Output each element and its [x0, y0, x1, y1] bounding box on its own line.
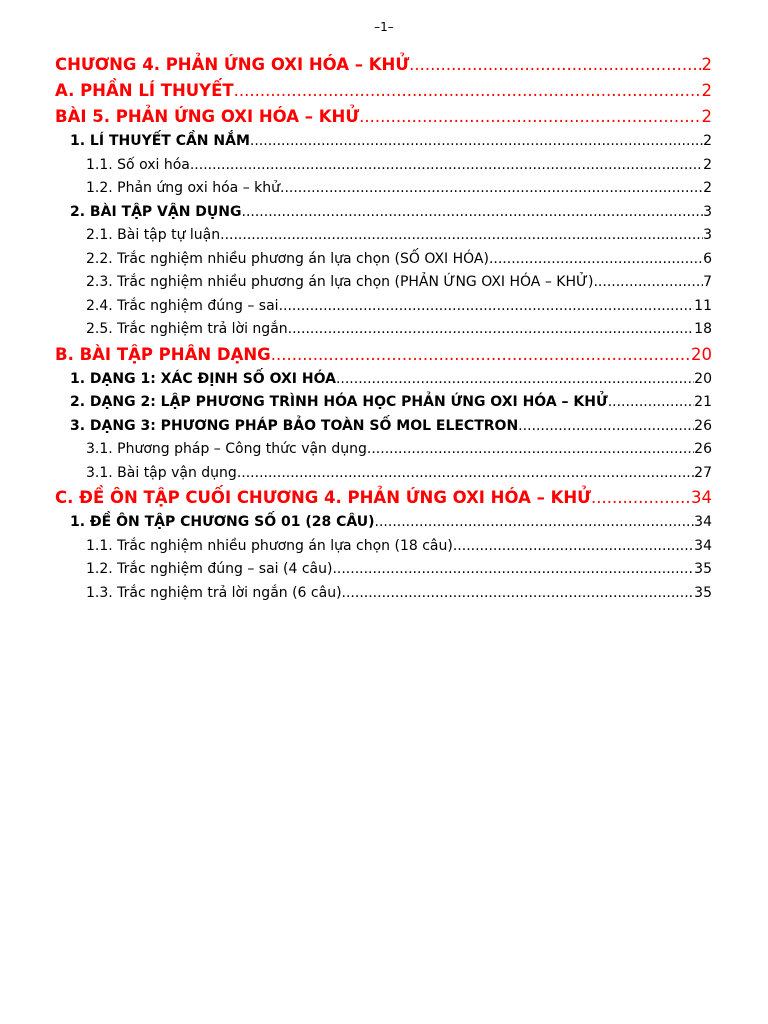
toc-entry-title: 2.5. Trắc nghiệm trả lời ngắn	[86, 321, 288, 337]
toc-entry[interactable]	[55, 511, 712, 535]
toc-dot-leader	[608, 391, 694, 415]
toc-dot-leader	[220, 224, 703, 248]
toc-dot-leader	[518, 415, 694, 439]
toc-dot-leader	[359, 104, 701, 130]
toc-entry-page-number: 34	[691, 488, 712, 507]
toc-dot-leader	[271, 342, 691, 368]
toc-dot-leader	[237, 462, 694, 486]
toc-dot-leader	[332, 558, 694, 582]
toc-entry-title: 2.2. Trắc nghiệm nhiều phương án lựa chọn (SỐ OXI HÓA)	[86, 250, 489, 267]
toc-entry-page-number: 2	[703, 133, 712, 149]
toc-entry-title: 2. BÀI TẬP VẬN DỤNG	[70, 203, 242, 220]
toc-entry-title: 1.1. Trắc nghiệm nhiều phương án lựa chọn (18 câu)	[86, 537, 453, 554]
toc-entry[interactable]	[55, 130, 712, 154]
toc-entry-title: BÀI 5. PHẢN ỨNG OXI HÓA – KHỬ	[55, 107, 360, 126]
toc-entry[interactable]	[55, 415, 712, 439]
toc-dot-leader	[242, 201, 704, 225]
toc-entry[interactable]	[55, 535, 712, 559]
toc-entry[interactable]	[55, 201, 712, 225]
toc-entry-title: 3.1. Bài tập vận dụng	[86, 464, 237, 481]
toc-dot-leader	[280, 177, 703, 201]
toc-dot-leader	[250, 130, 703, 154]
toc-entry-title: 3. DẠNG 3: PHƯƠNG PHÁP BẢO TOÀN SỐ MOL ELECTRON	[70, 417, 519, 434]
toc-dot-leader	[190, 154, 703, 178]
toc-entry-page-number: 3	[703, 203, 712, 220]
toc-entry-page-number: 35	[694, 584, 712, 601]
toc-entry-title: B. BÀI TẬP PHÂN DẠNG	[55, 344, 271, 364]
toc-entry-page-number: 2	[701, 107, 712, 126]
toc-entry-title: 1.1. Số oxi hóa	[86, 156, 190, 173]
toc-entry[interactable]	[55, 154, 712, 178]
toc-entry-title: 3.1. Phương pháp – Công thức vận dụng	[86, 441, 367, 457]
toc-dot-leader	[336, 368, 694, 392]
toc-entry-page-number: 2	[703, 180, 712, 196]
toc-entry-page-number: 7	[703, 274, 712, 290]
toc-entry-page-number: 34	[694, 514, 712, 530]
toc-entry[interactable]	[55, 582, 712, 606]
toc-entry[interactable]	[55, 295, 712, 319]
toc-entry[interactable]	[55, 462, 712, 486]
toc-entry[interactable]	[55, 342, 712, 368]
toc-entry[interactable]	[55, 391, 712, 415]
toc-dot-leader	[489, 248, 703, 272]
toc-entry-title: A. PHẦN LÍ THUYẾT	[55, 81, 234, 100]
toc-entry[interactable]	[55, 368, 712, 392]
toc-entry-page-number: 2	[701, 81, 712, 100]
toc-entry-title: 2.4. Trắc nghiệm đúng – sai	[86, 297, 279, 314]
toc-entry[interactable]	[55, 177, 712, 201]
toc-dot-leader	[375, 511, 695, 535]
toc-dot-leader	[279, 295, 695, 319]
toc-entry-page-number: 27	[694, 464, 712, 481]
toc-entry-page-number: 34	[694, 537, 712, 554]
toc-entry[interactable]	[55, 271, 712, 295]
toc-entry-page-number: 2	[701, 55, 712, 74]
toc-entry-title: 2.1. Bài tập tự luận	[86, 227, 221, 243]
toc-dot-leader	[453, 535, 694, 559]
toc-entry-page-number: 26	[694, 417, 712, 434]
toc-entry-title: 1. DẠNG 1: XÁC ĐỊNH SỐ OXI HÓA	[70, 370, 336, 387]
page-number: –1–	[374, 20, 394, 34]
toc-entry-title: 1.3. Trắc nghiệm trả lời ngắn (6 câu)	[86, 584, 342, 601]
toc-entry[interactable]	[55, 485, 712, 511]
toc-entry-page-number: 20	[691, 344, 712, 364]
toc-entry[interactable]	[55, 104, 712, 130]
toc-entry-page-number: 3	[703, 227, 712, 243]
toc-dot-leader	[409, 52, 701, 78]
table-of-contents	[55, 52, 712, 605]
toc-entry-title: C. ĐỀ ÔN TẬP CUỐI CHƯƠNG 4. PHẢN ỨNG OXI HÓA – KHỬ	[55, 488, 591, 507]
toc-dot-leader	[367, 438, 694, 462]
toc-dot-leader	[591, 485, 691, 511]
toc-entry-title: 1.2. Trắc nghiệm đúng – sai (4 câu)	[86, 561, 333, 577]
toc-dot-leader	[342, 582, 695, 606]
toc-entry-page-number: 11	[694, 297, 712, 314]
toc-entry-title: 1.2. Phản ứng oxi hóa – khử	[86, 180, 280, 196]
toc-entry-title: 2.3. Trắc nghiệm nhiều phương án lựa chọn (PHẢN ỨNG OXI HÓA – KHỬ)	[86, 274, 594, 290]
toc-entry-page-number: 21	[694, 394, 712, 410]
toc-entry-title: 2. DẠNG 2: LẬP PHƯƠNG TRÌNH HÓA HỌC PHẢN ỨNG OXI HÓA – KHỬ	[70, 394, 608, 410]
toc-entry[interactable]	[55, 318, 712, 342]
toc-entry-page-number: 2	[703, 156, 712, 173]
toc-entry-title: 1. ĐỀ ÔN TẬP CHƯƠNG SỐ 01 (28 CÂU)	[70, 514, 375, 530]
toc-entry-page-number: 20	[694, 370, 712, 387]
toc-dot-leader	[593, 271, 703, 295]
toc-entry[interactable]	[55, 224, 712, 248]
toc-entry-page-number: 35	[694, 561, 712, 577]
toc-entry-page-number: 6	[703, 250, 712, 267]
toc-dot-leader	[234, 78, 702, 104]
toc-dot-leader	[288, 318, 695, 342]
toc-entry-page-number: 26	[694, 441, 712, 457]
toc-entry[interactable]	[55, 52, 712, 78]
toc-entry[interactable]	[55, 558, 712, 582]
toc-entry-title: CHƯƠNG 4. PHẢN ỨNG OXI HÓA – KHỬ	[55, 55, 410, 74]
toc-entry[interactable]	[55, 438, 712, 462]
toc-entry[interactable]	[55, 78, 712, 104]
toc-entry-page-number: 18	[694, 321, 712, 337]
toc-entry[interactable]	[55, 248, 712, 272]
toc-entry-title: 1. LÍ THUYẾT CẦN NẮM	[70, 133, 250, 149]
